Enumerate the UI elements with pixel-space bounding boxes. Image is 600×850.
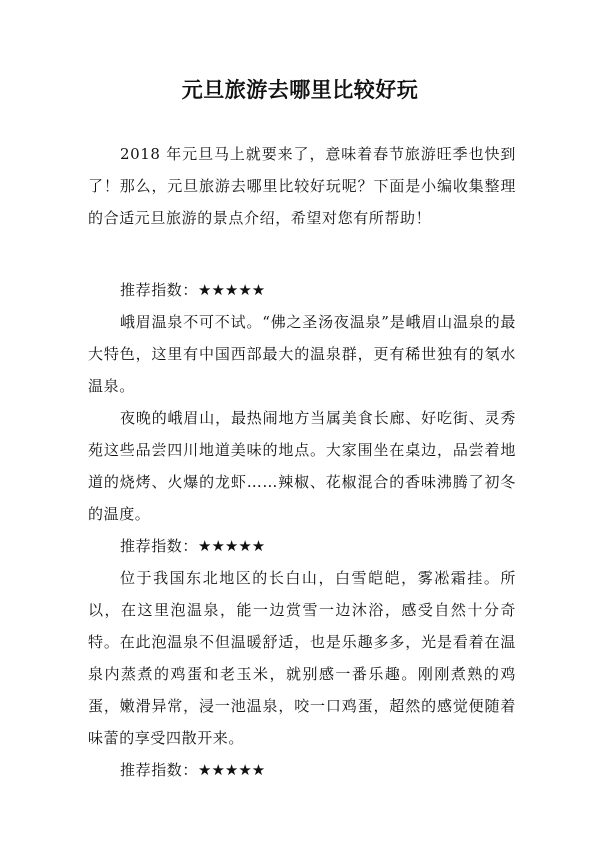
section-gap bbox=[88, 234, 516, 274]
rating-label: 推荐指数： bbox=[120, 761, 199, 779]
rating-line bbox=[88, 530, 516, 562]
page-title: 元旦旅游去哪里比较好玩 bbox=[181, 78, 419, 102]
section-paragraph: 位于我国东北地区的长白山，白雪皑皑，雾凇霜挂。所以，在这里泡温泉，能一边赏雪一边沐浴，感受自然十分奇特。在此泡温泉不但温暖舒适，也是乐趣多多，光是看着在温泉内蒸煮的鸡蛋和老玉米，就别感一番乐趣。刚刚煮熟的鸡蛋，嫩滑异常，浸一池温泉，咬一口鸡蛋，超然的感觉便随着味蕾的享受四散开来。 bbox=[88, 569, 516, 747]
intro-paragraph: 2018 年元旦马上就要来了，意味着春节旅游旺季也快到了！那么，元旦旅游去哪里比较好玩呢？下面是小编收集整理的合适元旦旅游的景点介绍，希望对您有所帮助！ bbox=[88, 145, 516, 227]
document-body bbox=[88, 138, 516, 786]
star-rating-icon: ★★★★★ bbox=[198, 281, 266, 299]
rating-line bbox=[88, 274, 516, 306]
section-paragraph: 峨眉温泉不可不试。“佛之圣汤夜温泉”是峨眉山温泉的最大特色，这里有中国西部最大的温泉群，更有稀世独有的氡水温泉。 bbox=[88, 313, 516, 395]
star-rating-icon: ★★★★★ bbox=[198, 761, 266, 779]
rating-label: 推荐指数： bbox=[120, 537, 199, 555]
rating-line bbox=[88, 754, 516, 786]
star-rating-icon: ★★★★★ bbox=[198, 537, 266, 555]
section-paragraph: 夜晚的峨眉山，最热闹地方当属美食长廊、好吃街、灵秀苑这些品尝四川地道美味的地点。大家围坐在桌边，品尝着地道的烧烤、火爆的龙虾……辣椒、花椒混合的香味沸腾了初冬的温度。 bbox=[88, 409, 516, 523]
rating-label: 推荐指数： bbox=[120, 281, 199, 299]
